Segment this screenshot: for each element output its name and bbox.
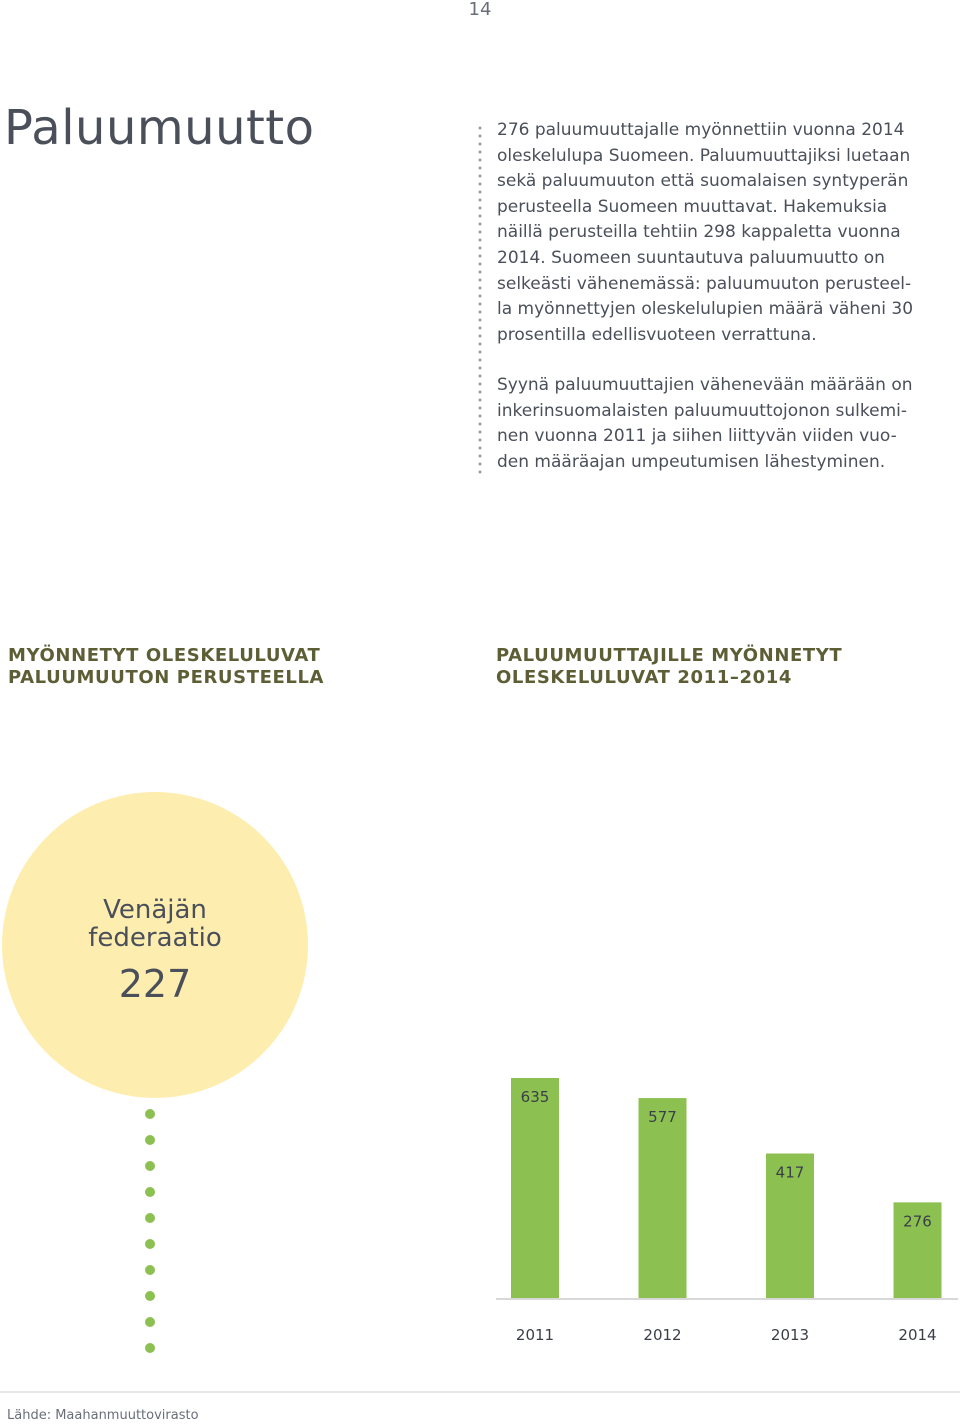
bar-2011 [511,1078,559,1298]
green-dot [145,1265,155,1275]
green-dot [145,1161,155,1171]
page-number: 14 [468,0,492,20]
x-tick-label-2012: 2012 [643,1326,682,1344]
green-dot [145,1239,155,1249]
data-label-2012: 577 [648,1108,677,1127]
data-label-2013: 417 [775,1163,805,1182]
country-circle-value: 227 [118,962,192,1006]
x-tick-label-2013: 2013 [770,1326,810,1344]
bar-2012 [639,1098,687,1298]
green-dot [145,1109,155,1119]
data-label-2011: 635 [520,1087,550,1106]
green-dot [145,1291,155,1301]
permits-bar-chart [490,1030,960,1360]
dotted-divider [478,124,482,476]
green-dot [145,1135,155,1145]
left-section-heading: MYÖNNETYT OLESKELULUVAT PALUUMUUTON PERUSTEELLA [8,645,325,688]
green-dot [145,1187,155,1197]
right-section-heading: PALUUMUUTTAJILLE MYÖNNETYT OLESKELULUVAT 2011–2014 [496,645,843,688]
x-tick-label-2014: 2014 [898,1326,937,1344]
source-note: Lähde: Maahanmuuttovirasto [7,1408,199,1423]
intro-paragraph: 276 paluumuuttajalle myönnettiin vuonna 2014 oleskelulupa Suomeen. Paluumuuttajiksi luetaan sekä paluumuuton että suomalaisen syntyperän perusteella Suomeen muuttavat. Hakemuksia näillä perusteilla tehtiin 298 kappaletta vuonna 2014. Suomeen suuntautuva paluumuutto on selkeästi vähenemässä: paluumuuton perusteel- la myönnettyjen oleskelulupien määrä väheni 30 prosentilla edellisvuoteen verrattuna. [497,120,914,345]
footer-divider [0,1391,960,1393]
reason-paragraph: Syynä paluumuuttajien vähenevään määrään on inkerinsuomalaisten paluumuuttojonon sulkemi- nen vuonna 2011 ja siihen liittyvän viiden vuo- den määräajan umpeutumisen lähestyminen. [497,375,913,472]
data-label-2014: 276 [903,1212,932,1231]
x-tick-label-2011: 2011 [515,1326,555,1344]
green-dot [145,1317,155,1327]
green-dot [145,1213,155,1223]
page-title: Paluumuutto [4,100,315,156]
green-dot [145,1343,155,1353]
country-circle-label: Venäjän federaatio [88,895,222,953]
